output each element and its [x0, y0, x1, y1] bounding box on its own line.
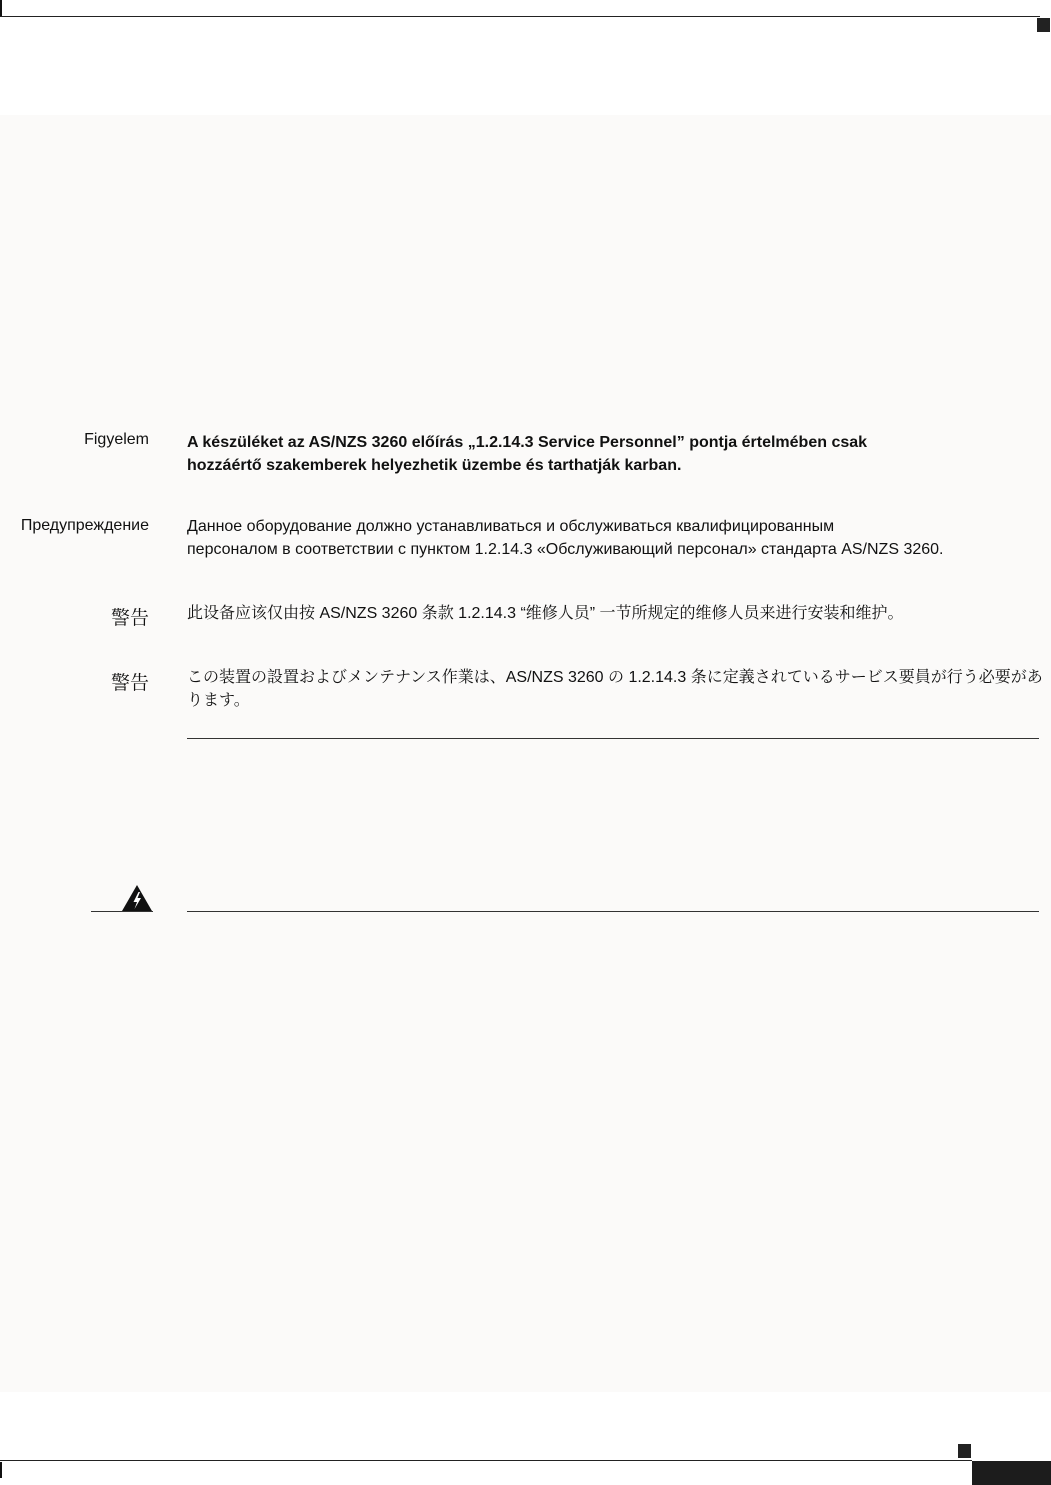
warning-line: この装置の設置およびメンテナンス作業は、AS/NZS 3260 の 1.2.14.3 条に定義されているサービス要員が行う必要があ [187, 669, 1043, 686]
warning-line: A készüléket az AS/NZS 3260 előírás „1.2.14.3 Service Personnel” pontja értelmében csak [187, 434, 868, 451]
warning-line: Данное оборудование должно устанавливаться и обслуживаться квалифицированным [187, 518, 835, 535]
warning-line: 此设备应该仅由按 AS/NZS 3260 条款 1.2.14.3 “维修人员” 一节所规定的维修人员来进行安装和维护。 [187, 605, 904, 622]
footer-marker [958, 1444, 971, 1458]
warning-text-japanese [187, 666, 1047, 712]
page-number-tab [972, 1461, 1051, 1485]
warning-label-hungarian: Figyelem [84, 431, 149, 448]
warning-line: персоналом в соответствии с пунктом 1.2.14.3 «Обслуживающий персонал» стандарта AS/NZS 3260. [187, 541, 944, 558]
warning-line: ります。 [187, 692, 250, 709]
bottom-crop-mark [0, 1462, 2, 1478]
header-marker [1037, 18, 1050, 32]
warning-label-japanese: 警告 [110, 673, 149, 694]
warning-text-hungarian [187, 431, 1047, 477]
warning-label-chinese: 警告 [110, 608, 149, 629]
warning-text-chinese [187, 602, 1047, 625]
footer-rule [0, 1460, 972, 1461]
warning-line: hozzáértő szakemberek helyezhetik üzembe és tarthatják karban. [187, 457, 682, 474]
top-crop-mark [0, 0, 2, 17]
warning-text-russian [187, 515, 1047, 561]
header-rule [0, 16, 1040, 17]
warning-icon [121, 884, 153, 912]
icon-underline [91, 911, 153, 912]
warning-rule [187, 911, 1039, 912]
warning-label-russian: Предупреждение [20, 517, 149, 534]
page-body [0, 115, 1051, 1392]
section-divider [187, 738, 1039, 739]
